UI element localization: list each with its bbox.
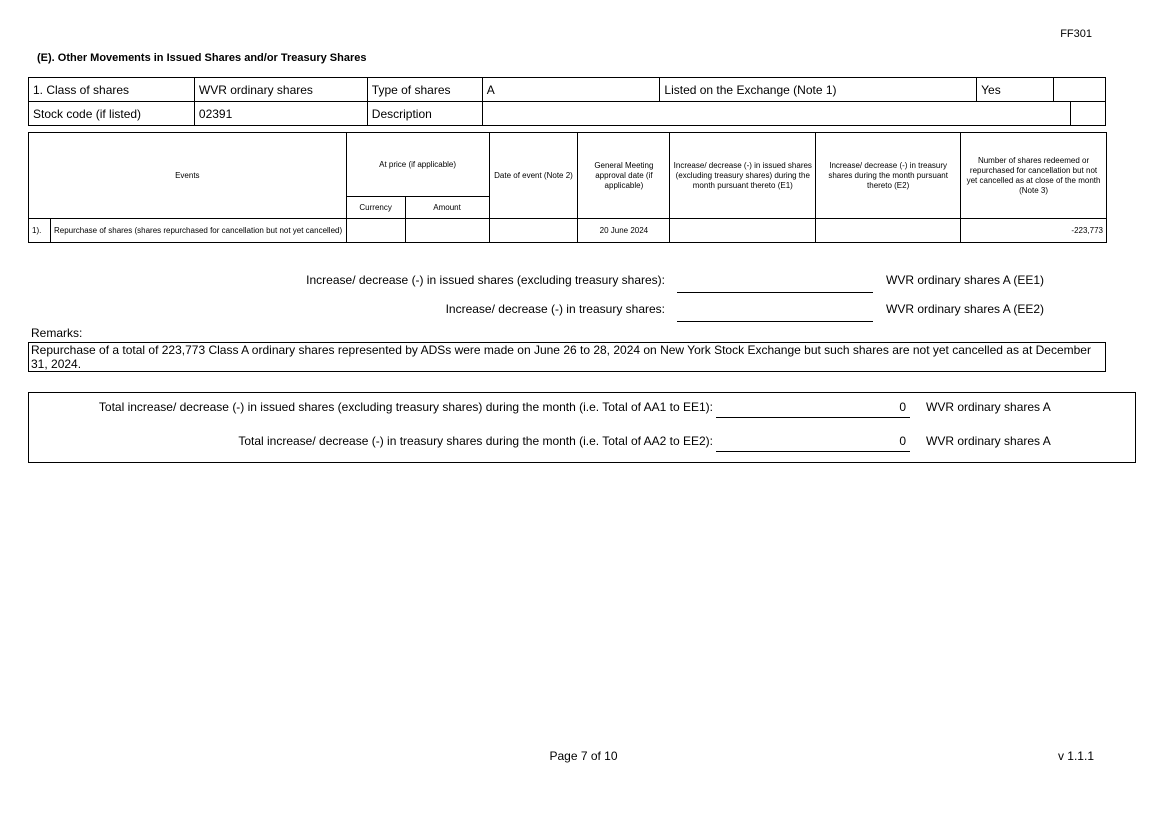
event-description: Repurchase of shares (shares repurchased for cancellation but not yet cancelled) (50, 219, 346, 243)
description-extra-cell (1070, 102, 1105, 126)
section-title: (E). Other Movements in Issued Shares and/or Treasury Shares (37, 52, 367, 64)
description-value (482, 102, 1070, 126)
events-header: Events (29, 133, 347, 219)
currency-header: Currency (346, 197, 405, 219)
table-row (29, 219, 1107, 243)
remarks-text: Repurchase of a total of 223,773 Class A ordinary shares represented by ADSs were made on June 26 to 28, 2024 on New York Stock Exchange but such shares are not yet cancelled as at December 31, 2024. (28, 342, 1106, 372)
share-info-row-stock (29, 102, 1106, 126)
event-increase-issued (670, 219, 816, 243)
form-code: FF301 (1060, 28, 1092, 40)
summary-issued-unit: WVR ordinary shares A (EE1) (886, 273, 1045, 287)
listed-value: Yes (977, 78, 1054, 102)
stock-code-value: 02391 (194, 102, 367, 126)
event-increase-treasury (816, 219, 961, 243)
remarks-label: Remarks: (31, 326, 83, 340)
summary-treasury-unit: WVR ordinary shares A (EE2) (886, 302, 1045, 316)
type-of-shares-label: Type of shares (367, 78, 482, 102)
redeemed-header: Number of shares redeemed or repurchased for cancellation but not yet cancelled as at close of the month (Note 3) (961, 133, 1107, 219)
at-price-header: At price (if applicable) (346, 133, 489, 197)
class-of-shares-value: WVR ordinary shares (194, 78, 367, 102)
summary-treasury-value (677, 303, 873, 322)
events-table (28, 132, 1107, 243)
date-of-event-header: Date of event (Note 2) (489, 133, 578, 219)
total-issued-label: Total increase/ decrease (-) in issued shares (excluding treasury shares) during the month (i.e. Total of AA1 to EE1): (98, 400, 713, 414)
summary-issued-value (677, 274, 873, 293)
total-issued-value: 0 (716, 400, 910, 418)
summary-issued-label: Increase/ decrease (-) in issued shares (excluding treasury shares): (306, 273, 665, 287)
total-treasury-label: Total increase/ decrease (-) in treasury shares during the month (i.e. Total of AA2 to EE2): (238, 434, 713, 448)
increase-issued-header: Increase/ decrease (-) in issued shares (excluding treasury shares) during the month pursuant thereto (E1) (670, 133, 816, 219)
event-date (489, 219, 578, 243)
listed-extra-cell (1054, 78, 1106, 102)
total-issued-unit: WVR ordinary shares A (926, 400, 1051, 414)
summary-treasury-label: Increase/ decrease (-) in treasury shares: (445, 302, 665, 316)
event-amount (405, 219, 489, 243)
description-label: Description (367, 102, 482, 126)
event-redeemed: -223,773 (961, 219, 1107, 243)
amount-header: Amount (405, 197, 489, 219)
class-of-shares-label: 1. Class of shares (29, 78, 195, 102)
gm-approval-header: General Meeting approval date (if applicable) (578, 133, 670, 219)
events-header-row (29, 133, 1107, 197)
page-number: Page 7 of 10 (549, 749, 618, 763)
stock-code-label: Stock code (if listed) (29, 102, 195, 126)
version-label: v 1.1.1 (1057, 749, 1094, 763)
share-info-table (28, 77, 1106, 126)
event-gm-approval: 20 June 2024 (578, 219, 670, 243)
type-of-shares-value: A (482, 78, 660, 102)
share-info-row-class (29, 78, 1106, 102)
listed-label: Listed on the Exchange (Note 1) (660, 78, 977, 102)
total-treasury-unit: WVR ordinary shares A (926, 434, 1051, 448)
increase-treasury-header: Increase/ decrease (-) in treasury shares during the month pursuant thereto (E2) (816, 133, 961, 219)
total-treasury-value: 0 (716, 434, 910, 452)
event-number: 1). (29, 219, 51, 243)
event-currency (346, 219, 405, 243)
